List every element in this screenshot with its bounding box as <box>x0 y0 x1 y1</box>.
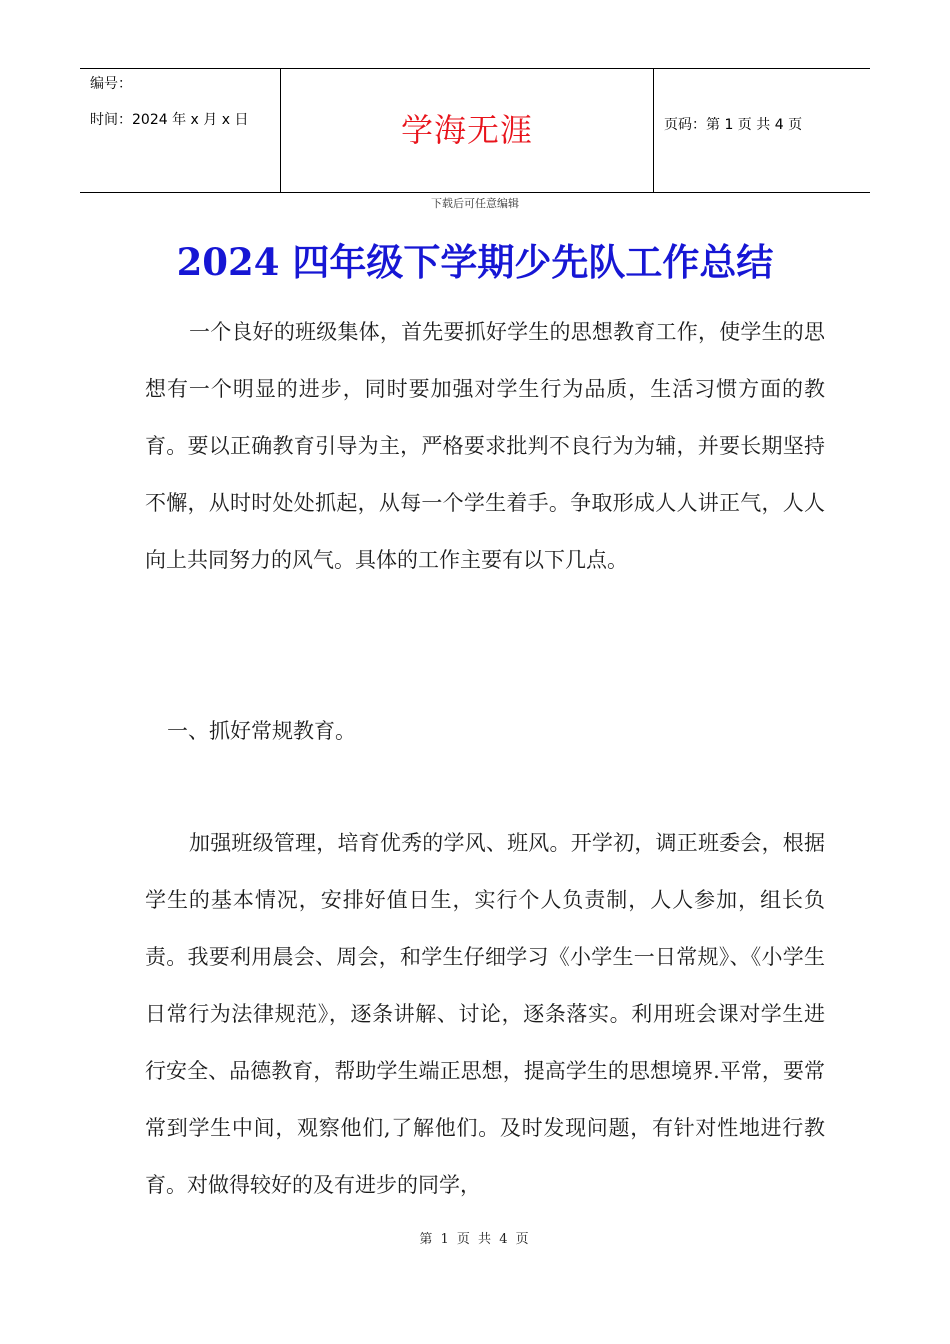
section-heading: 一、抓好常规教育。 <box>167 719 356 743</box>
edit-note: 下载后可任意编辑 <box>431 197 519 210</box>
page-footer: 第 1 页 共 4 页 <box>419 1232 531 1247</box>
header-brand-cell <box>281 69 654 192</box>
document-time-label: 时间：2024 年 x 月 x 日 <box>90 112 249 128</box>
paragraph-intro: 一个良好的班级集体，首先要抓好学生的思想教育工作，使学生的思想有一个明显的进步，同时要加强对学生行为品质，生活习惯方面的教育。要以正确教育引导为主，严格要求批判不良行为为辅，并要长期坚持不懈，从时时处处抓起，从每一个学生着手。争取形成人人讲正气，人人向上共同努力的风气。具体的工作主要有以下几点。 <box>145 320 825 572</box>
header-table <box>80 68 870 193</box>
document-number-label: 编号： <box>90 76 132 92</box>
header-page-info: 页码：第 1 页 共 4 页 <box>664 117 803 133</box>
paragraph-routine-education: 加强班级管理，培育优秀的学风、班风。开学初，调正班委会，根据学生的基本情况，安排好值日生，实行个人负责制，人人参加，组长负责。我要利用晨会、周会，和学生仔细学习《小学生一日常规》、《小学生日常行为法律规范》，逐条讲解、讨论，逐条落实。利用班会课对学生进行安全、品德教育，帮助学生端正思想，提高学生的思想境界.平常，要常常到学生中间，观察他们,了解他们。及时发现问题，有针对性地进行教育。对做得较好的及有进步的同学， <box>145 831 825 1197</box>
document-title: 2024 四年级下学期少先队工作总结 <box>176 240 774 284</box>
brand-logo-text: 学海无涯 <box>400 111 533 149</box>
header-meta-cell <box>80 69 281 192</box>
header-page-cell <box>654 69 870 192</box>
